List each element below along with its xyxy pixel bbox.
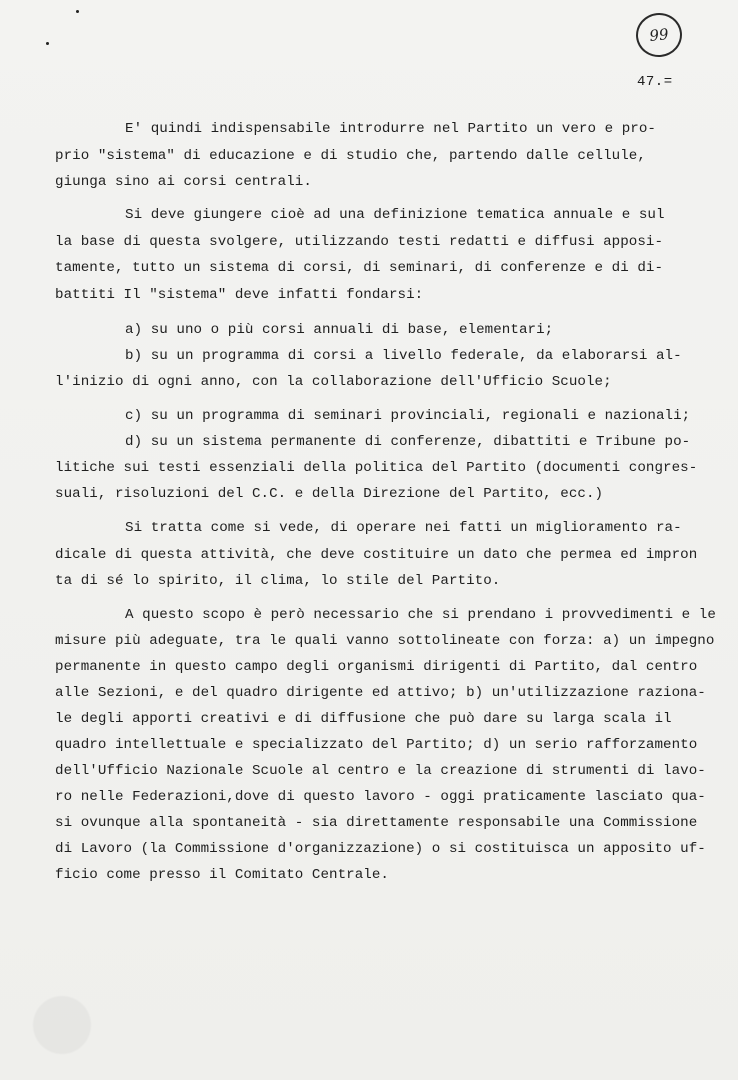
text-line: E' quindi indispensabile introdurre nel Partito un vero e pro- (125, 121, 656, 137)
text-line: la base di questa svolgere, utilizzando testi redatti e diffusi apposi- (55, 234, 664, 250)
text-line: ro nelle Federazioni,dove di questo lavoro - oggi praticamente lasciato qua- (55, 789, 706, 805)
text-line: quadro intellettuale e specializzato del Partito; d) un serio rafforzamento (55, 737, 698, 753)
text-line: alle Sezioni, e del quadro dirigente ed attivo; b) un'utilizzazione raziona- (55, 685, 706, 701)
text-line: dicale di questa attività, che deve costituire un dato che permea ed impron (55, 547, 698, 563)
text-line: dell'Ufficio Nazionale Scuole al centro e la creazione di strumenti di lavo- (55, 763, 706, 779)
text-line: ficio come presso il Comitato Centrale. (55, 867, 389, 883)
text-line: tamente, tutto un sistema di corsi, di seminari, di conferenze e di di- (55, 260, 664, 276)
ink-speck (46, 42, 49, 45)
text-line: prio "sistema" di educazione e di studio che, partendo dalle cellule, (55, 148, 646, 164)
text-line: litiche sui testi essenziali della politica del Partito (documenti congres- (55, 460, 698, 476)
text-line: Si deve giungere cioè ad una definizione tematica annuale e sul (125, 207, 665, 223)
text-line: A questo scopo è però necessario che si prendano i provvedimenti e le (125, 607, 716, 623)
archive-stamp (634, 11, 684, 60)
text-line: suali, risoluzioni del C.C. e della Direzione del Partito, ecc.) (55, 486, 604, 502)
archive-watermark (0, 990, 110, 1060)
stamp-number: 99 (648, 25, 670, 45)
list-item: b) su un programma di corsi a livello federale, da elaborarsi al- (125, 348, 682, 364)
text-line: Si tratta come si vede, di operare nei fatti un miglioramento ra- (125, 520, 682, 536)
text-line: le degli apporti creativi e di diffusione che può dare su larga scala il (55, 711, 672, 727)
page-number: 47.= (637, 74, 673, 90)
text-line: di Lavoro (la Commissione d'organizzazione) o si costituisca un apposito uf- (55, 841, 706, 857)
text-line: giunga sino ai corsi centrali. (55, 174, 312, 190)
text-line: ta di sé lo spirito, il clima, lo stile del Partito. (55, 573, 501, 589)
text-line: si ovunque alla spontaneità - sia direttamente responsabile una Commissione (55, 815, 698, 831)
list-item: c) su un programma di seminari provinciali, regionali e nazionali; (125, 408, 691, 424)
ink-speck (76, 10, 79, 13)
text-line: battiti Il "sistema" deve infatti fondarsi: (55, 287, 424, 303)
list-item: a) su uno o più corsi annuali di base, elementari; (125, 322, 554, 338)
text-line: l'inizio di ogni anno, con la collaborazione dell'Ufficio Scuole; (55, 374, 612, 390)
text-line: permanente in questo campo degli organismi dirigenti di Partito, dal centro (55, 659, 698, 675)
text-line: misure più adeguate, tra le quali vanno sottolineate con forza: a) un impegno (55, 633, 715, 649)
list-item: d) su un sistema permanente di conferenze, dibattiti e Tribune po- (125, 434, 691, 450)
